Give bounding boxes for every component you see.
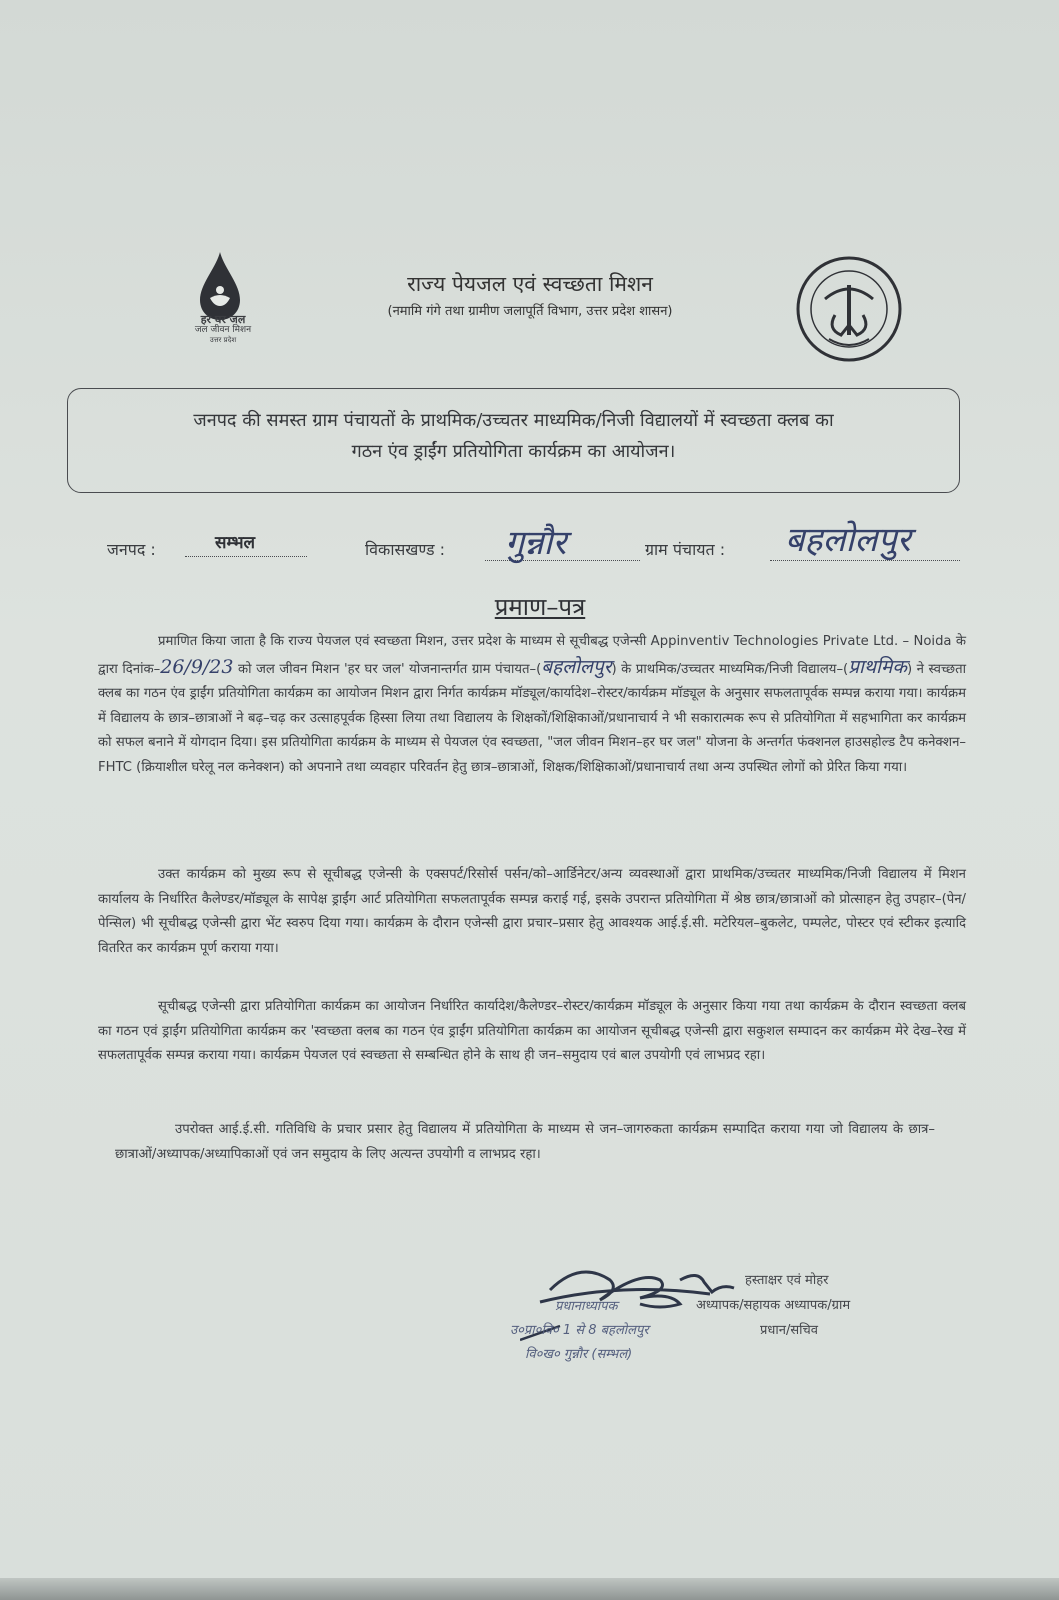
certificate-paragraph-4: [115, 1118, 935, 1167]
signature-label: हस्ताक्षर एवं मोहर: [745, 1273, 829, 1288]
subject-line-2: गठन एंव ड्राईंग प्रतियोगिता कार्यक्रम का आयोजन।: [351, 441, 676, 462]
certificate-paragraph-2: [98, 863, 966, 961]
organization-title: राज्य पेयजल एवं स्वच्छता मिशन: [407, 272, 653, 296]
subject-box: [67, 388, 960, 493]
p1-text-a: प्रमाणित किया जाता है कि राज्य पेयजल एवं स्वच्छता मिशन, उत्तर प्रदेश के माध्यम से सूचीबद्ध एजेन्सी Appinventiv Technologies Private Ltd. – Noida के द्वारा दिनांक–: [98, 634, 966, 677]
subject-line-1: जनपद की समस्त ग्राम पंचायतों के प्राथमिक/उच्चतर माध्यमिक/निजी विद्यालयों में स्वच्छता क्लब का: [193, 410, 834, 431]
p1-text-b: को जल जीवन मिशन 'हर घर जल' योजनान्तर्गत ग्राम पंचायत–(: [233, 661, 542, 677]
district-value: सम्भल: [215, 533, 256, 553]
up-government-seal: [795, 255, 903, 363]
organization-subtitle: (नमामि गंगे तथा ग्रामीण जलापूर्ति विभाग, उत्तर प्रदेश शासन): [387, 304, 673, 319]
signatory-designation-cont: प्रधान/सचिव: [760, 1323, 818, 1338]
page-bottom-edge: [0, 1578, 1059, 1600]
stamp-school: उ०प्रा०वि० 1 से 8 बहलोलपुर: [510, 1323, 649, 1338]
panchayat-label: ग्राम पंचायत :: [645, 540, 726, 559]
block-label: विकासखण्ड :: [365, 540, 446, 559]
logo-caption-line: उत्तर प्रदेश: [209, 336, 237, 344]
p1-text-c: ) के प्राथमिक/उच्चतर माध्यमिक/निजी विद्यालय–(: [611, 661, 849, 677]
certificate-paragraph-1: [98, 630, 966, 780]
p3-text: सूचीबद्ध एजेन्सी द्वारा प्रतियोगिता कार्यक्रम का आयोजन निर्धारित कार्यादेश/कैलेण्डर–रोस्टर/कार्यक्रम मॉड्यूल के अनुसार किया गया तथा कार्यक्रम के दौरान स्वच्छता क्लब का गठन एवं ड्राईंग प्रतियोगिता कार्यक्रम कर 'स्वच्छता क्लब का गठन एंव ड्राईंग प्रतियोगिता कार्यक्रम का आयोजन सूचीबद्ध एजेन्सी द्वारा सकुशल सम्पादन कर कार्यक्रम मेरे देख–रेख में सफलतापूर्वक सम्पन्न कराया गया। कार्यक्रम पेयजल एवं स्वच्छता से सम्बन्धित होने के साथ ही जन–समुदाय एवं बाल उपयोगी एवं लाभप्रद रहा।: [98, 999, 966, 1063]
certificate-heading: प्रमाण–पत्र: [494, 593, 586, 621]
p2-text: उक्त कार्यक्रम को मुख्य रूप से सूचीबद्ध एजेन्सी के एक्सपर्ट/रिसोर्स पर्सन/को–आर्डिनेटर/अन्य व्यवस्थाओं द्वारा प्राथमिक/उच्चतर माध्यमिक/निजी विद्यालय में मिशन कार्यालय के निर्धारित कैलेण्डर/मॉड्यूल के सापेक्ष ड्राईंग आर्ट प्रतियोगिता सफलतापूर्वक सम्पन्न कराई गई, इसके उपरान्त प्रतियोगिता में श्रेष्ठ छात्र/छात्राओं को प्रोत्साहन हेतु उपहार–(पेन/पेन्सिल) भी सूचीबद्ध एजेन्सी द्वारा भेंट स्वरुप दिया गया। कार्यक्रम के दौरान एजेन्सी द्वारा प्रचार–प्रसार हेतु आवश्यक आई.ई.सी. मटेरियल–बुकलेट, पम्पलेट, पोस्टर एवं स्टीकर इत्यादि वितरित कर कार्यक्रम पूर्ण कराया गया।: [98, 867, 966, 956]
logo-caption-line: हर घर जल: [200, 313, 246, 326]
p4-text: उपरोक्त आई.ई.सी. गतिविधि के प्रचार प्रसार हेतु विद्यालय में प्रतियोगिता के माध्यम से जन–जागरुकता कार्यक्रम सम्पादित कराया गया जो विद्यालय के छात्र–छात्राओं/अध्यापक/अध्यापिकाओं एवं जन समुदाय के लिए अत्यन्त उपयोगी व लाभप्रद रहा।: [115, 1122, 935, 1162]
certificate-paragraph-3: [98, 995, 966, 1069]
panchayat-value: बहलोलपुर: [785, 520, 911, 560]
date-value: 26/9/23: [160, 655, 234, 678]
stamp-block: वि०ख० गुन्नौर (सम्भल): [525, 1347, 633, 1362]
logo-caption: [178, 315, 268, 345]
district-label: जनपद :: [107, 540, 156, 559]
p1-text-d: ) ने स्वच्छता क्लब का गठन एंव ड्राईंग प्रतियोगिता कार्यक्रम का आयोजन मिशन द्वारा निर्गत कार्यक्रम मॉड्यूल/कार्यादेश–रोस्टर/कार्यक्रम मॉड्यूल के अनुसार सफलतापूर्वक सम्पन्न कराया गया। कार्यक्रम में विद्यालय के छात्र–छात्राओं ने बढ़–चढ़ कर उत्साहपूर्वक हिस्सा लिया तथा विद्यालय के शिक्षकों/शिक्षिकाओं/प्रधानाचार्य ने भी सकारात्मक रूप से प्रतियोगिता में सहभागिता कर कार्यक्रम को सफल बनाने में योगदान दिया। इस प्रतियोगिता कार्यक्रम के माध्यम से पेयजल एंव स्वच्छता, "जल जीवन मिशन–हर घर जल" योजना के अन्तर्गत फंक्शनल हाउसहोल्ड टैप कनेक्शन–FHTC (क्रियाशील घरेलू नल कनेक्शन) को अपनाने तथा व्यवहार परिवर्तन हेतु छात्र–छात्राओं, शिक्षक/शिक्षिकाओं/प्रधानाचार्य तथा अन्य उपस्थित लोगों को प्रेरित किया गया।: [98, 661, 967, 775]
signatory-designation: अध्यापक/सहायक अध्यापक/ग्राम: [696, 1298, 851, 1313]
logo-caption-line: जल जीवन मिशन: [194, 325, 252, 335]
district-dotted-line: [185, 556, 307, 557]
stamp-designation: प्रधानाध्यापक: [555, 1299, 618, 1314]
block-value: गुन्नौर: [505, 523, 567, 563]
panchayat-fill: बहलोलपुर: [541, 655, 612, 678]
school-fill: प्राथमिक: [848, 655, 907, 678]
